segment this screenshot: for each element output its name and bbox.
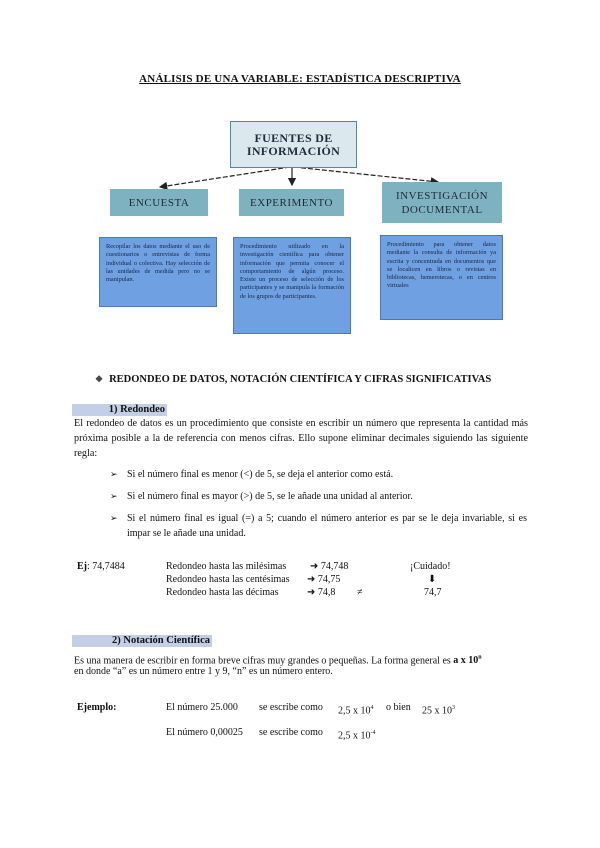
right-arrow-icon: ➜ (310, 561, 319, 572)
down-arrow-icon: ⬇ (428, 574, 437, 585)
rounding-row-result: ➜ 74,748 (310, 561, 349, 572)
rule-item: ➢ Si el número final es mayor (>) de 5, se le añade una unidad al anterior. (110, 491, 413, 502)
document-title: ANÁLISIS DE UNA VARIABLE: ESTADÍSTICA DESCRIPTIVA (139, 73, 461, 85)
right-arrow-icon: ➜ (307, 587, 316, 598)
notacion-example-label: Ejemplo: (77, 702, 117, 713)
warning-text: ¡Cuidado! (410, 561, 451, 572)
description-experimento: Procedimiento utilizado en la investigación científica para obtener información que permita conocer el comportamiento de algún proceso. Existe un proceso de selección de los participantes y se manipula la formación de los grupos de participantes. (233, 237, 351, 334)
right-arrow-icon: ➜ (307, 574, 316, 585)
connector-root-encuesta (160, 167, 290, 187)
description-encuesta: Recopilar los datos mediante el uso de cuestionarios o entrevistas de forma individual o colectiva. Hay selección de las unidades de medida pero no se manipulan. (99, 237, 217, 307)
arrow-bullet-icon: ➢ (110, 491, 118, 501)
example-1-or: o bien (386, 702, 411, 713)
notacion-line-1: Es una manera de escribir en forma breve cifras muy grandes o pequeñas. La forma general es a x 10$^n$ (74, 655, 482, 667)
category-experimento: EXPERIMENTO (239, 189, 344, 216)
example-1-prefix: El número 25.000 (166, 702, 238, 713)
example-2-prefix: El número 0,00025 (166, 727, 243, 738)
rounding-row-result: ➜ 74,8 (307, 587, 336, 598)
not-equal-sign: ≠ (357, 587, 363, 598)
example-2-value: 2,5 x $10^{-4}$ (338, 730, 376, 742)
example-2-mid: se escribe como (259, 727, 323, 738)
redondeo-heading: 1) Redondeo (72, 404, 167, 416)
correct-value: 74,7 (424, 587, 442, 598)
notacion-line-2: en donde “a” es un número entre 1 y 9, “n” es un número entero. (74, 666, 333, 677)
notacion-heading: 2) Notación Científica (72, 635, 212, 647)
rule-item: ➢ Si el número final es igual (=) a 5; cuando el número anterior es par se le deja invariable, si es impar se le añade una unidad. (110, 513, 527, 539)
general-formula: a x 10$^n$ (453, 655, 482, 667)
connector-root-documental (294, 167, 438, 182)
section-heading: ❖ REDONDEO DE DATOS, NOTACIÓN CIENTÍFICA Y CIFRAS SIGNIFICATIVAS (95, 374, 492, 385)
example-1-value-2: 25 x $10^3$ (422, 705, 455, 717)
description-documental: Procedimiento para obtener datos mediante la consulta de información ya escrita y concentrada en documentos que se localicen en libros o revistas en bibliotecas, hemerotecas, o en centros virtuales (380, 235, 503, 320)
example-1-value-1: 2,5 x $10^4$ (338, 705, 374, 717)
rounding-row-result: ➜ 74,75 (307, 574, 341, 585)
arrow-bullet-icon: ➢ (110, 469, 118, 479)
category-encuesta: ENCUESTA (110, 189, 208, 216)
rounding-row-text: Redondeo hasta las milésimas (166, 561, 287, 572)
rounding-row-text: Redondeo hasta las décimas (166, 587, 279, 598)
arrow-bullet-icon: ➢ (110, 513, 118, 523)
rounding-row-text: Redondeo hasta las centésimas (166, 574, 290, 585)
rule-item: ➢ Si el número final es menor (<) de 5, se deja el anterior como está. (110, 469, 394, 480)
diamond-bullet-icon: ❖ (95, 374, 104, 384)
redondeo-paragraph: El redondeo de datos es un procedimiento que consiste en escribir un número que representa la cantidad más próxima posible a la de referencia con menos cifras. Ello supone eliminar decimales siguiendo las siguiente regla: (74, 418, 528, 459)
example-1-mid: se escribe como (259, 702, 323, 713)
category-investigacion-documental: INVESTIGACIÓN DOCUMENTAL (382, 182, 502, 223)
example-label: Ej: 74,7484 (77, 561, 125, 572)
diagram-root-box: FUENTES DE INFORMACIÓN (230, 121, 357, 168)
